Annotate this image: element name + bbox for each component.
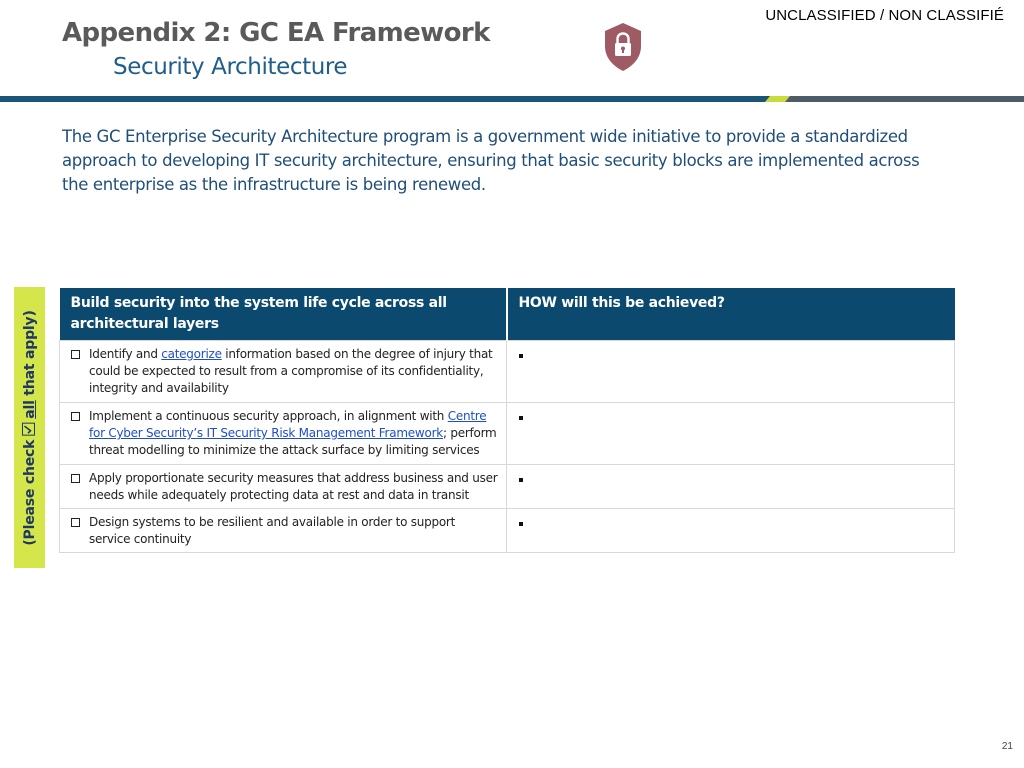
requirement-cell bbox=[60, 341, 507, 403]
security-checklist-table bbox=[59, 288, 955, 553]
instruction-prefix: (Please check bbox=[21, 439, 38, 546]
requirement-text: Identify and categorize information based on the degree of injury that could be expected to result from a compromise of its confidentiality, integrity and availability bbox=[89, 347, 493, 395]
page-subtitle: Security Architecture bbox=[113, 54, 348, 80]
how-cell[interactable] bbox=[507, 465, 955, 509]
table-row bbox=[60, 509, 955, 553]
how-cell[interactable] bbox=[507, 403, 955, 465]
how-cell[interactable] bbox=[507, 341, 955, 403]
instruction-emphasis: all bbox=[21, 399, 38, 419]
header-rule bbox=[0, 96, 1024, 102]
instruction-suffix: that apply) bbox=[21, 309, 38, 396]
header-lifecycle: Build security into the system life cycle across all architectural layers bbox=[60, 288, 507, 341]
shield-lock-icon bbox=[603, 22, 643, 72]
instruction-text bbox=[22, 310, 38, 545]
checked-box-icon bbox=[22, 422, 35, 435]
requirement-cell bbox=[60, 465, 507, 509]
instruction-tab bbox=[14, 287, 45, 568]
requirement-text: Apply proportionate security measures that address business and user needs while adequately protecting data at rest and data in transit bbox=[89, 471, 498, 502]
requirement-text: Implement a continuous security approach, in alignment with Centre for Cyber Security’s IT Security Risk Management Framework; perform threat modelling to minimize the attack surface by limiting services bbox=[89, 409, 497, 457]
checkbox-identify[interactable] bbox=[71, 350, 80, 359]
categorize-link[interactable]: categorize bbox=[161, 347, 222, 361]
header-how: HOW will this be achieved? bbox=[507, 288, 955, 341]
checkbox-resilient[interactable] bbox=[71, 518, 80, 527]
bullet-icon bbox=[519, 416, 523, 420]
table-row bbox=[60, 403, 955, 465]
intro-paragraph: The GC Enterprise Security Architecture program is a government wide initiative to provide a standardized approach to developing IT security architecture, ensuring that basic security blocks are implemented across the enterprise as the infrastructure is being renewed. bbox=[62, 127, 920, 194]
requirement-cell bbox=[60, 509, 507, 553]
checkbox-proportionate[interactable] bbox=[71, 474, 80, 483]
requirement-text: Design systems to be resilient and available in order to support service continuity bbox=[89, 515, 456, 546]
table-row bbox=[60, 341, 955, 403]
requirement-cell bbox=[60, 403, 507, 465]
bullet-icon bbox=[519, 478, 523, 482]
risk-framework-link[interactable]: Centre for Cyber Security’s IT Security Risk Management Framework bbox=[89, 409, 487, 440]
table-header-row bbox=[60, 288, 955, 341]
page-number: 21 bbox=[1001, 741, 1013, 752]
how-cell[interactable] bbox=[507, 509, 955, 553]
checkbox-continuous[interactable] bbox=[71, 412, 80, 421]
bullet-icon bbox=[519, 522, 523, 526]
table-row bbox=[60, 465, 955, 509]
bullet-icon bbox=[519, 354, 523, 358]
classification-label: UNCLASSIFIED / NON CLASSIFIÉ bbox=[765, 7, 1004, 24]
page-title: Appendix 2: GC EA Framework bbox=[62, 18, 490, 48]
